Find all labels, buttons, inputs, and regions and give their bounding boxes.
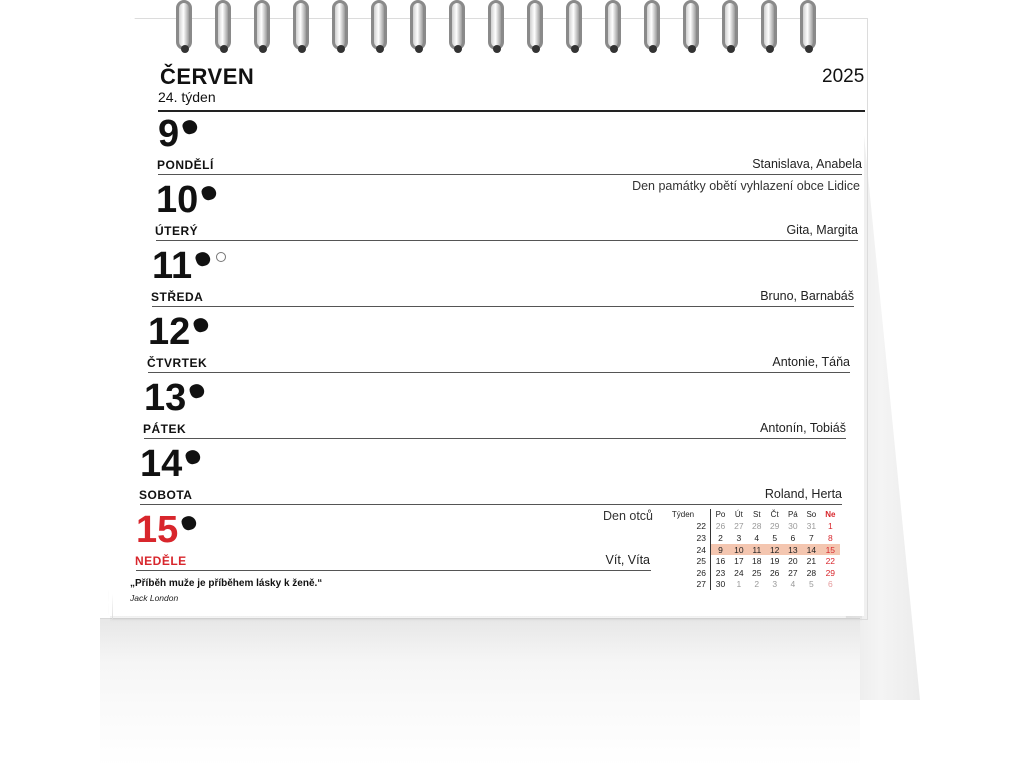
ring-hole	[493, 45, 501, 53]
mini-calendar-day: 21	[806, 556, 817, 567]
spiral-ring	[761, 0, 777, 50]
mini-calendar-week-row	[660, 555, 840, 567]
spiral-ring	[176, 0, 192, 50]
ring-hole	[532, 45, 540, 53]
ring-hole	[220, 45, 228, 53]
mini-calendar-header: Týden	[660, 509, 711, 521]
moon-phase-icon	[200, 184, 218, 202]
mini-calendar-day: 7	[809, 532, 814, 543]
mini-calendar-day: 10	[730, 544, 748, 556]
mini-calendar-day: 29	[825, 567, 836, 578]
mini-calendar-day: 17	[734, 556, 744, 567]
mini-calendar-week-number: 24	[660, 544, 711, 556]
moon-phase-icon	[184, 448, 202, 466]
mini-calendar-day: 23	[715, 567, 726, 578]
mini-calendar-week-row	[660, 544, 840, 556]
spiral-ring	[566, 0, 582, 50]
mini-calendar-day: 4	[754, 532, 760, 543]
day-number	[152, 247, 226, 285]
day-number-text: 12	[148, 311, 191, 353]
mini-calendar-day: 26	[715, 521, 726, 532]
mini-calendar-day: 15	[821, 544, 840, 556]
month-title: ČERVEN	[160, 64, 255, 89]
day-divider	[148, 372, 850, 373]
day-number	[140, 445, 200, 483]
ring-hole	[610, 45, 618, 53]
day-divider	[140, 504, 842, 505]
mini-calendar	[660, 509, 840, 590]
mini-calendar-day: 29	[769, 521, 780, 532]
mini-calendar-day: 2	[718, 532, 723, 543]
mini-calendar-day: 25	[752, 567, 762, 578]
name-days: Bruno, Barnabáš	[760, 289, 854, 303]
mini-calendar-header: Čt	[770, 510, 779, 520]
ring-hole	[649, 45, 657, 53]
mini-calendar-day: 28	[752, 521, 762, 532]
moon-phase-icon	[181, 118, 199, 136]
mini-calendar-day: 30	[788, 521, 798, 532]
day-number-text: 15	[136, 509, 179, 551]
mini-calendar-day: 20	[788, 556, 798, 567]
mini-calendar-day: 2	[754, 579, 760, 590]
moon-phase-icon	[192, 316, 210, 334]
mini-calendar-day: 3	[772, 579, 778, 590]
mini-calendar-week-number: 26	[660, 567, 711, 579]
mini-calendar-week-row	[660, 521, 840, 533]
mini-calendar-day: 28	[806, 567, 817, 578]
day-number	[144, 379, 204, 417]
spiral-binding	[176, 0, 856, 52]
mini-calendar-day: 5	[772, 532, 778, 543]
day-number-text: 14	[140, 443, 183, 485]
day-name: PÁTEK	[143, 422, 187, 436]
mini-calendar-header: Pá	[787, 510, 798, 520]
holiday-label: Den památky obětí vyhlazení obce Lidice	[632, 179, 860, 193]
name-days: Gita, Margita	[786, 223, 858, 237]
spiral-ring	[293, 0, 309, 50]
mini-calendar-week-row	[660, 567, 840, 579]
spiral-ring	[644, 0, 660, 50]
week-number: 24. týden	[158, 89, 216, 105]
mini-calendar-day: 30	[715, 579, 726, 590]
ring-hole	[571, 45, 579, 53]
quote-author: Jack London	[130, 593, 179, 603]
ring-hole	[415, 45, 423, 53]
mini-calendar-week-row	[660, 579, 840, 591]
mini-calendar-day: 12	[766, 544, 784, 556]
mini-calendar-week-number: 27	[660, 579, 711, 591]
day-name: ÚTERÝ	[155, 224, 199, 238]
day-divider	[156, 240, 858, 241]
calendar-base	[100, 618, 860, 767]
spiral-ring	[722, 0, 738, 50]
mini-calendar-day: 14	[802, 544, 821, 556]
mini-calendar-header: Út	[734, 510, 743, 520]
day-name: SOBOTA	[139, 488, 193, 502]
mini-calendar-day: 9	[711, 544, 730, 556]
ring-hole	[181, 45, 189, 53]
mini-calendar-day: 6	[827, 579, 833, 590]
quote-text: „Příběh muže je příběhem lásky k ženě.“	[130, 578, 323, 589]
name-days: Vít, Víta	[605, 553, 650, 567]
mini-calendar-day: 8	[827, 532, 833, 543]
mini-calendar-week-number: 25	[660, 555, 711, 567]
ring-hole	[688, 45, 696, 53]
mini-calendar-day: 4	[790, 579, 796, 590]
day-divider	[144, 438, 846, 439]
mini-calendar-day: 18	[752, 556, 762, 567]
mini-calendar-week-number: 23	[660, 532, 711, 544]
spiral-ring	[449, 0, 465, 50]
day-number	[158, 115, 197, 153]
day-divider	[158, 174, 862, 175]
mini-calendar-week-number: 22	[660, 521, 711, 533]
day-number	[136, 511, 196, 549]
mini-calendar-day: 16	[715, 556, 726, 567]
name-days: Stanislava, Anabela	[752, 157, 862, 171]
moon-phase-icon	[194, 250, 212, 268]
ring-hole	[454, 45, 462, 53]
name-days: Antonín, Tobiáš	[760, 421, 846, 435]
mini-calendar-header: Ne	[825, 510, 836, 520]
day-name: STŘEDA	[151, 290, 204, 304]
mini-calendar-day: 19	[769, 556, 780, 567]
holiday-label: Den otců	[602, 509, 653, 523]
moon-phase-icon	[180, 514, 198, 532]
mini-calendar-day: 27	[788, 567, 798, 578]
mini-calendar-day: 31	[806, 521, 817, 532]
mini-calendar-day: 22	[825, 556, 836, 567]
ring-hole	[727, 45, 735, 53]
day-number-text: 13	[144, 377, 187, 419]
spiral-ring	[254, 0, 270, 50]
spiral-ring	[683, 0, 699, 50]
day-name: ČTVRTEK	[147, 356, 208, 370]
moon-phase-ring-icon	[216, 252, 226, 262]
day-number	[148, 313, 208, 351]
day-number-text: 10	[156, 179, 199, 221]
name-days: Antonie, Táňa	[772, 355, 850, 369]
name-days: Roland, Herta	[764, 487, 842, 501]
header-divider	[158, 110, 865, 112]
mini-calendar-day: 6	[790, 532, 796, 543]
ring-hole	[376, 45, 384, 53]
day-name: NEDĚLE	[135, 554, 187, 568]
spiral-ring	[410, 0, 426, 50]
ring-hole	[805, 45, 813, 53]
mini-calendar-day: 1	[736, 579, 742, 590]
spiral-ring	[332, 0, 348, 50]
day-number-text: 11	[152, 245, 193, 287]
ring-hole	[259, 45, 267, 53]
mini-calendar-day: 26	[769, 567, 780, 578]
mini-calendar-day: 5	[809, 579, 814, 590]
mini-calendar-header: Po	[715, 510, 726, 520]
day-number-text: 9	[158, 113, 180, 155]
mini-calendar-header: So	[806, 510, 817, 520]
spiral-ring	[215, 0, 231, 50]
spiral-ring	[488, 0, 504, 50]
ring-hole	[766, 45, 774, 53]
spiral-ring	[800, 0, 816, 50]
spiral-ring	[527, 0, 543, 50]
mini-calendar-day: 11	[748, 544, 766, 556]
mini-calendar-week-row	[660, 532, 840, 544]
day-name: PONDĚLÍ	[157, 158, 214, 172]
mini-calendar-day: 27	[734, 521, 744, 532]
year-label: 2025	[822, 66, 865, 87]
spiral-ring	[371, 0, 387, 50]
mini-calendar-header: St	[753, 510, 761, 520]
day-divider	[152, 306, 854, 307]
mini-calendar-day: 24	[734, 567, 744, 578]
mini-calendar-day: 13	[784, 544, 803, 556]
day-divider	[136, 570, 651, 571]
mini-calendar-day: 1	[827, 521, 833, 532]
ring-hole	[298, 45, 306, 53]
spiral-ring	[605, 0, 621, 50]
mini-calendar-day: 3	[736, 532, 742, 543]
day-number	[156, 181, 216, 219]
moon-phase-icon	[188, 382, 206, 400]
ring-hole	[337, 45, 345, 53]
